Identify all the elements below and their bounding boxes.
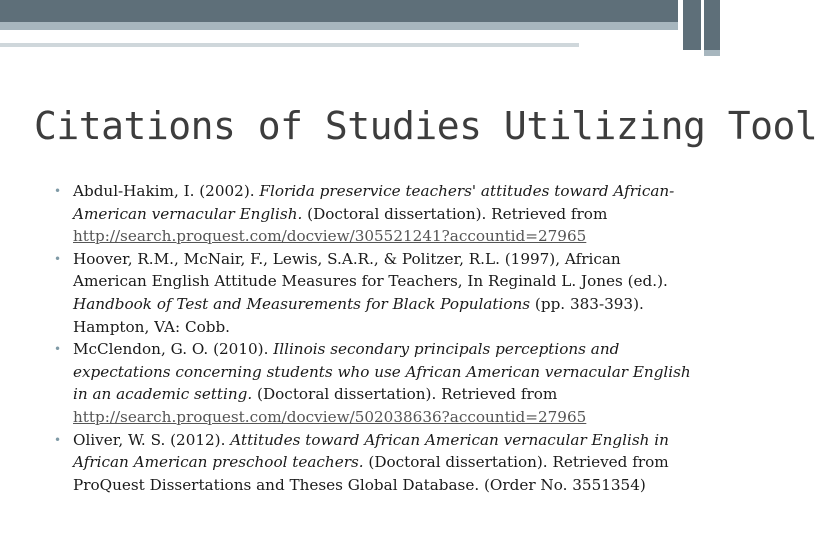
- bullet-icon: •: [54, 432, 62, 447]
- citation-source: (pp. 383-393). Hampton, VA: Cobb.: [73, 294, 644, 336]
- header-bar-thin: [0, 43, 579, 47]
- citation-source: (Doctoral dissertation). Retrieved from: [252, 385, 558, 404]
- citation-source: (Doctoral dissertation). Retrieved from ProQuest Dissertations and Theses Global Database. (Order No. 3551354): [73, 453, 669, 494]
- bullet-icon: •: [54, 184, 62, 198]
- corner-block-accent: [704, 50, 720, 56]
- citation-authors: McClendon, G. O. (2010).: [73, 340, 274, 359]
- citation-authors: Oliver, W. S. (2012).: [73, 430, 231, 449]
- citation-title: Florida preservice teachers' attitudes toward African-American vernacular English.: [73, 182, 675, 223]
- citation-source: (Doctoral dissertation). Retrieved from: [302, 204, 608, 223]
- slide-title: Citations of Studies Utilizing Tool: [34, 104, 817, 148]
- citation-list: [52, 180, 692, 496]
- citation-title: Attitudes toward African American vernacular English in African American preschool teachers.: [73, 430, 669, 472]
- corner-block-right: [704, 0, 720, 50]
- citation-item: [52, 338, 692, 428]
- citation-title: Handbook of Test and Measurements for Black Populations: [73, 294, 531, 313]
- citation-link[interactable]: http://search.proquest.com/docview/502038636?accountid=27965: [73, 407, 587, 426]
- citation-link[interactable]: http://search.proquest.com/docview/305521241?accountid=27965: [73, 227, 587, 246]
- citation-authors: Abdul-Hakim, I. (2002).: [73, 182, 260, 200]
- corner-block-left: [683, 0, 701, 50]
- bullet-icon: •: [54, 342, 62, 357]
- header-bar-dark: [0, 0, 678, 22]
- citation-item: [52, 248, 692, 338]
- citation-item: [52, 180, 692, 248]
- citation-authors: Hoover, R.M., McNair, F., Lewis, S.A.R., & Politzer, R.L. (1997), African American English Attitude Measures for Teachers, In Reginald L. Jones (ed.).: [73, 249, 668, 291]
- citation-item: [52, 429, 692, 497]
- bullet-icon: •: [54, 251, 62, 266]
- citation-title: Illinois secondary principals perceptions and expectations concerning students who use African American vernacular English in an academic setting.: [73, 340, 691, 404]
- header-bar-light: [0, 22, 678, 30]
